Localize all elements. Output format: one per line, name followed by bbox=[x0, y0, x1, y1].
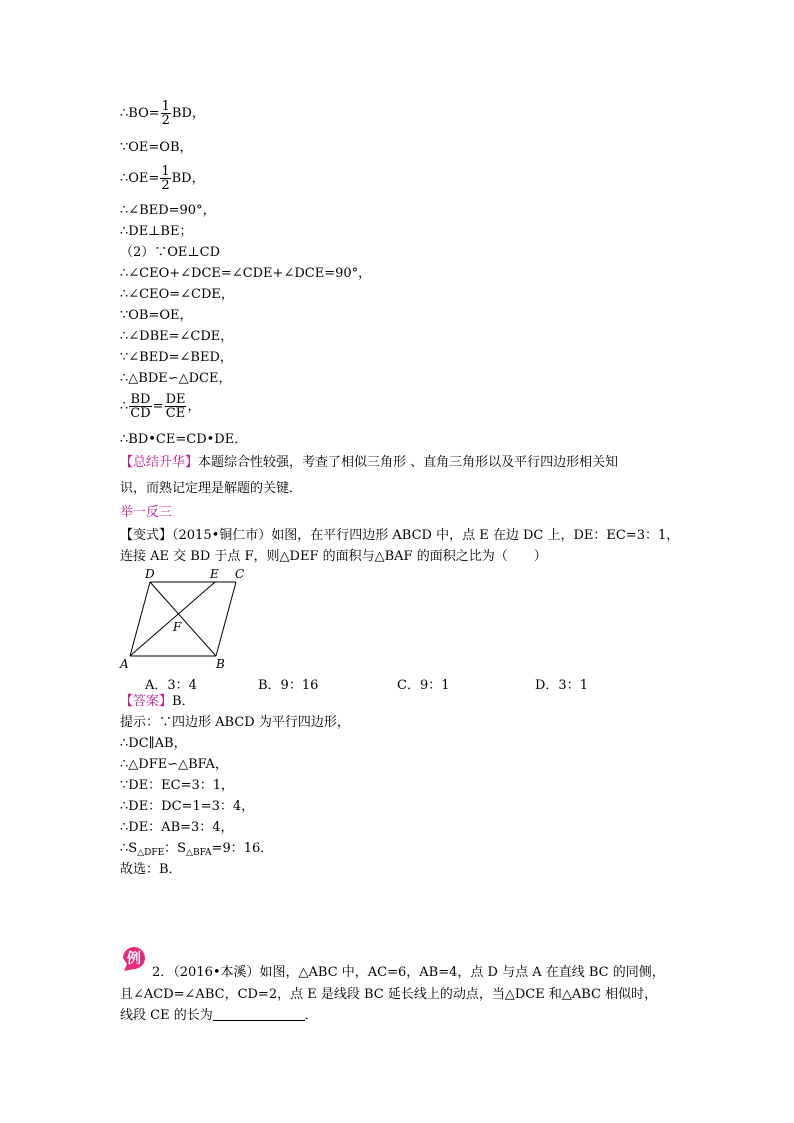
proof-line: ∵OE=OB， bbox=[120, 140, 193, 155]
variant-line: 【变式】（2015•铜仁市）如图，在平行四边形 ABCD 中，点 E 在边 DC 上，DE：EC=3：1， bbox=[120, 528, 680, 543]
fraction-de-ce: $\frac{DE}{CE}$ bbox=[165, 392, 186, 421]
parallelogram-figure bbox=[118, 565, 258, 671]
label-f: F bbox=[173, 620, 182, 634]
option-a: A．3：4 bbox=[145, 678, 197, 693]
proof-line: ∴DE⊥BE； bbox=[120, 224, 193, 239]
summary-line: 【总结升华】本题综合性较强，考查了相似三角形 、直角三角形以及平行四边形相关知 bbox=[120, 455, 619, 470]
diagonal-bd bbox=[150, 582, 216, 656]
section-title: 举一反三 bbox=[120, 505, 173, 520]
label-d: D bbox=[145, 567, 155, 581]
answer-line: 故选：B． bbox=[120, 862, 182, 877]
answer-line: ∴DE：DC=1=3：4， bbox=[120, 799, 255, 814]
segment-ae bbox=[130, 582, 215, 656]
proof-line: ∵∠BED=∠BED， bbox=[120, 350, 233, 365]
proof-line-oe: ∴OE= $\frac{1}{2}$ BD， bbox=[120, 164, 205, 193]
answer-line: ∵DE：EC=3：1， bbox=[120, 778, 235, 793]
example-line: 线段 CE 的长为 ． bbox=[120, 1008, 318, 1023]
side-da bbox=[130, 582, 150, 656]
answer-tag: 【答案】 bbox=[120, 694, 173, 709]
example-line: 且∠ACD=∠ABC，CD=2，点 E 是线段 BC 延长线上的动点，当△DCE 和△ABC 相似时， bbox=[120, 987, 658, 1002]
proof-line: ∴∠BED=90°， bbox=[120, 203, 216, 218]
proof-line-bo: ∴BO= $\frac{1}{2}$ BD， bbox=[120, 99, 205, 128]
label-a: A bbox=[120, 657, 129, 671]
proof-line: ∴∠DBE=∠CDE， bbox=[120, 329, 234, 344]
example-badge-label: 例 bbox=[127, 951, 141, 967]
fraction-half: $\frac{1}{2}$ bbox=[161, 164, 170, 193]
answer-line: ∴△DFE∽△BFA， bbox=[120, 757, 228, 772]
label-e: E bbox=[210, 567, 219, 581]
answer-line: ∴DC∥AB， bbox=[120, 736, 187, 751]
label-c: C bbox=[235, 567, 245, 581]
proof-line-ratio: ∴ $\frac{BD}{CD}$ = $\frac{DE}{CE}$ ， bbox=[120, 392, 201, 421]
example-line: 2．（2016•本溪）如图，△ABC 中，AC=6，AB=4，点 D 与点 A 在直线 BC 的同侧， bbox=[152, 965, 665, 980]
fraction-bd-cd: $\frac{BD}{CD}$ bbox=[130, 392, 151, 421]
proof-line: ∴BD•CE=CD•DE． bbox=[120, 432, 248, 447]
answer-line-area-ratio: $\therefore S_{\triangle DFE}$：$S_{\triangle BFA}=9$：16． bbox=[120, 841, 274, 858]
answer-blank[interactable] bbox=[213, 1008, 305, 1021]
option-d: D．3：1 bbox=[535, 678, 588, 693]
proof-line: ∵OB=OE， bbox=[120, 308, 193, 323]
answer-line: 提示：∵四边形 ABCD 为平行四边形， bbox=[120, 715, 350, 730]
answer-line: ∴DE：AB=3：4， bbox=[120, 820, 234, 835]
option-b: B．9：16 bbox=[258, 678, 319, 693]
summary-line: 识，而熟记定理是解题的关键． bbox=[120, 481, 303, 496]
example-badge-icon bbox=[120, 944, 148, 972]
variant-tag: 【变式】 bbox=[120, 528, 173, 543]
variant-line: 连接 AE 交 BD 于点 F，则△DEF 的面积与△BAF 的面积之比为（ ） bbox=[120, 549, 547, 564]
answer-line: 【答案】B． bbox=[120, 694, 195, 709]
option-c: C．9：1 bbox=[397, 678, 450, 693]
proof-line: ∴∠CEO=∠CDE， bbox=[120, 287, 234, 302]
label-b: B bbox=[216, 657, 225, 671]
proof-line: （2）∵OE⊥CD bbox=[120, 245, 221, 260]
fraction-half: $\frac{1}{2}$ bbox=[161, 99, 170, 128]
proof-line: ∴△BDE∽△DCE， bbox=[120, 371, 232, 386]
summary-tag: 【总结升华】 bbox=[120, 455, 199, 470]
proof-line: ∴∠CEO+∠DCE=∠CDE+∠DCE=90°， bbox=[120, 266, 372, 281]
side-bc bbox=[216, 582, 236, 656]
